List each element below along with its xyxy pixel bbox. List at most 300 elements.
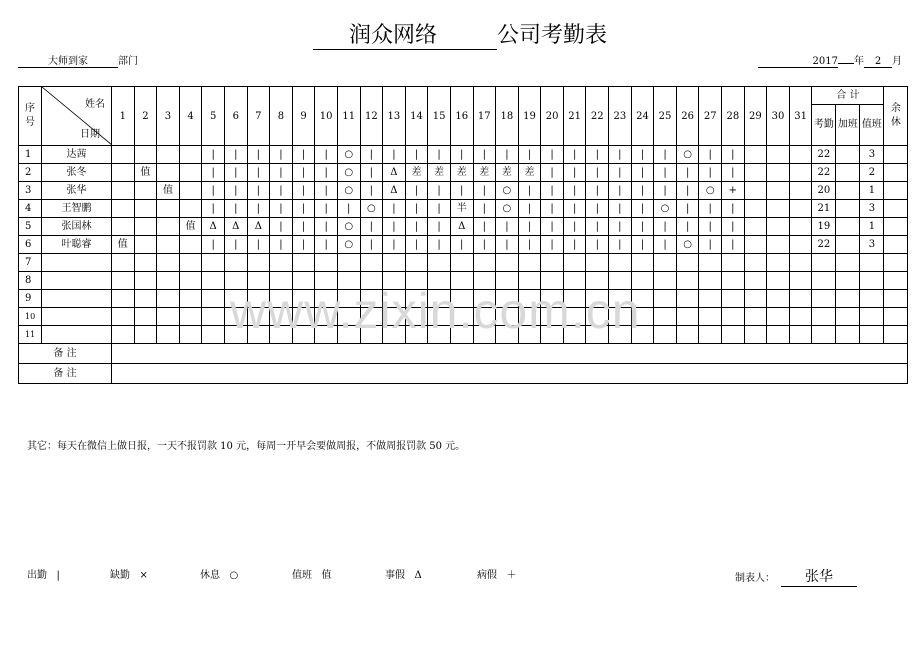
day-cell: |: [676, 218, 699, 236]
rest-cell: [884, 290, 908, 308]
day-cell: |: [631, 182, 654, 200]
day-cell: [767, 236, 790, 254]
day-cell: |: [541, 236, 564, 254]
day-header: 20: [541, 87, 564, 146]
day-header: 27: [699, 87, 722, 146]
table-row: [19, 236, 908, 254]
day-header: 13: [383, 87, 406, 146]
day-cell: [360, 254, 383, 272]
day-cell: 值: [179, 218, 202, 236]
employee-name: 张华: [42, 182, 112, 200]
day-cell: ○: [676, 146, 699, 164]
attend-total: 21: [812, 200, 836, 218]
day-cell: [112, 290, 135, 308]
day-cell: |: [270, 200, 293, 218]
day-cell: |: [292, 236, 315, 254]
legend-item: [385, 566, 422, 581]
day-cell: ○: [337, 218, 360, 236]
day-cell: ○: [337, 164, 360, 182]
day-cell: |: [676, 200, 699, 218]
day-cell: [157, 200, 180, 218]
day-cell: |: [315, 164, 338, 182]
day-cell: |: [428, 200, 451, 218]
day-cell: [699, 290, 722, 308]
day-cell: [224, 254, 247, 272]
legend-label: 事假: [385, 570, 405, 581]
day-cell: |: [563, 218, 586, 236]
day-cell: [744, 326, 767, 344]
day-cell: |: [360, 182, 383, 200]
day-cell: 差: [405, 164, 428, 182]
day-cell: [744, 164, 767, 182]
day-cell: [676, 254, 699, 272]
day-cell: [654, 326, 677, 344]
remarks-label: 备 注: [19, 364, 112, 384]
remarks-content: [112, 344, 908, 364]
day-cell: |: [563, 164, 586, 182]
day-cell: [202, 272, 225, 290]
day-cell: |: [699, 146, 722, 164]
day-cell: |: [654, 182, 677, 200]
day-cell: |: [699, 236, 722, 254]
day-cell: 差: [473, 164, 496, 182]
attend-total: 19: [812, 218, 836, 236]
day-cell: [157, 290, 180, 308]
day-cell: [563, 254, 586, 272]
overtime-total: [836, 164, 860, 182]
day-cell: ○: [654, 200, 677, 218]
day-cell: [112, 164, 135, 182]
day-cell: |: [292, 146, 315, 164]
legend-label: 出勤: [27, 570, 47, 581]
employee-name: [42, 272, 112, 290]
day-header: 26: [676, 87, 699, 146]
day-cell: [789, 182, 812, 200]
day-cell: [112, 254, 135, 272]
legend-label: 值班: [292, 570, 312, 581]
day-cell: [112, 182, 135, 200]
day-cell: [699, 326, 722, 344]
day-cell: |: [247, 182, 270, 200]
day-header: 1: [112, 87, 135, 146]
day-cell: |: [473, 218, 496, 236]
day-cell: |: [405, 146, 428, 164]
day-cell: |: [518, 200, 541, 218]
day-cell: [112, 146, 135, 164]
employee-name: 张冬: [42, 164, 112, 182]
day-cell: ○: [676, 236, 699, 254]
day-cell: [157, 218, 180, 236]
day-header: 18: [496, 87, 519, 146]
day-cell: |: [518, 182, 541, 200]
duty-total: 3: [860, 236, 884, 254]
employee-name: 达茜: [42, 146, 112, 164]
day-header: 4: [179, 87, 202, 146]
year-underline: [838, 63, 854, 64]
day-cell: [744, 272, 767, 290]
day-header: 3: [157, 87, 180, 146]
day-cell: [676, 272, 699, 290]
day-cell: |: [586, 218, 609, 236]
department-label: 部门: [118, 56, 138, 67]
day-cell: |: [360, 164, 383, 182]
day-cell: [789, 218, 812, 236]
day-cell: [609, 254, 632, 272]
day-cell: |: [586, 164, 609, 182]
attend-total: [812, 272, 836, 290]
day-cell: [767, 200, 790, 218]
day-cell: [179, 290, 202, 308]
day-cell: [518, 254, 541, 272]
day-cell: |: [270, 236, 293, 254]
day-cell: |: [676, 182, 699, 200]
day-cell: |: [586, 146, 609, 164]
day-cell: |: [563, 182, 586, 200]
day-cell: [157, 146, 180, 164]
day-header: 21: [563, 87, 586, 146]
day-header: 6: [224, 87, 247, 146]
day-cell: 值: [112, 236, 135, 254]
day-cell: [699, 254, 722, 272]
diagonal-line: [42, 87, 112, 145]
day-cell: |: [722, 200, 745, 218]
day-cell: |: [609, 146, 632, 164]
year-value: 2017: [758, 56, 838, 68]
day-cell: |: [496, 218, 519, 236]
day-cell: [292, 254, 315, 272]
day-cell: 差: [428, 164, 451, 182]
day-cell: [202, 254, 225, 272]
day-cell: [179, 236, 202, 254]
legend-item: [477, 566, 517, 581]
day-cell: [383, 254, 406, 272]
day-header: 7: [247, 87, 270, 146]
subtotal-header: 考勤: [812, 105, 836, 146]
day-cell: [315, 254, 338, 272]
rest-cell: [884, 272, 908, 290]
day-cell: |: [270, 182, 293, 200]
table-maker: [735, 566, 857, 587]
day-cell: |: [631, 236, 654, 254]
table-row: [19, 146, 908, 164]
day-cell: [179, 200, 202, 218]
day-cell: 差: [518, 164, 541, 182]
table-row: [19, 164, 908, 182]
day-header: 14: [405, 87, 428, 146]
day-cell: [654, 272, 677, 290]
overtime-total: [836, 218, 860, 236]
day-header: 8: [270, 87, 293, 146]
day-cell: [134, 146, 157, 164]
day-header: 25: [654, 87, 677, 146]
day-header: 22: [586, 87, 609, 146]
day-cell: [767, 290, 790, 308]
day-cell: [157, 236, 180, 254]
attend-total: 22: [812, 236, 836, 254]
day-cell: [270, 254, 293, 272]
employee-name: 王智鹏: [42, 200, 112, 218]
day-header: 30: [767, 87, 790, 146]
day-cell: Δ: [383, 182, 406, 200]
day-cell: ○: [337, 146, 360, 164]
maker-label: 制表人：: [735, 573, 775, 584]
day-cell: |: [496, 236, 519, 254]
rest-label: 余休: [890, 102, 901, 128]
day-cell: [179, 326, 202, 344]
day-header: 24: [631, 87, 654, 146]
day-cell: [586, 254, 609, 272]
overtime-total: [836, 146, 860, 164]
attend-total: 20: [812, 182, 836, 200]
day-cell: |: [699, 200, 722, 218]
day-cell: [112, 200, 135, 218]
day-cell: [654, 254, 677, 272]
duty-total: 2: [860, 164, 884, 182]
day-cell: |: [473, 146, 496, 164]
day-cell: [789, 308, 812, 326]
day-cell: |: [247, 236, 270, 254]
day-cell: [744, 290, 767, 308]
day-cell: [767, 326, 790, 344]
legend-symbol: ×: [139, 570, 148, 581]
day-cell: |: [224, 164, 247, 182]
rest-cell: [884, 164, 908, 182]
day-cell: |: [247, 146, 270, 164]
day-cell: [157, 272, 180, 290]
day-cell: |: [224, 182, 247, 200]
day-cell: |: [247, 200, 270, 218]
rest-cell: [884, 146, 908, 164]
day-header: 9: [292, 87, 315, 146]
rest-header: [884, 87, 908, 146]
duty-total: [860, 290, 884, 308]
day-cell: [405, 254, 428, 272]
day-cell: [767, 272, 790, 290]
day-cell: [744, 236, 767, 254]
legend-item: [200, 566, 238, 581]
day-cell: [179, 182, 202, 200]
employee-name: [42, 326, 112, 344]
day-cell: |: [586, 236, 609, 254]
day-cell: |: [473, 236, 496, 254]
day-cell: |: [270, 218, 293, 236]
day-header: 29: [744, 87, 767, 146]
day-cell: [134, 200, 157, 218]
day-cell: [767, 218, 790, 236]
company-name: 润众网络: [313, 18, 467, 50]
day-cell: [473, 254, 496, 272]
remarks-label: 备 注: [19, 344, 112, 364]
day-cell: |: [631, 218, 654, 236]
day-cell: [428, 254, 451, 272]
day-cell: |: [202, 146, 225, 164]
day-cell: [789, 146, 812, 164]
day-cell: [722, 290, 745, 308]
day-cell: [179, 308, 202, 326]
rest-cell: [884, 218, 908, 236]
duty-total: 1: [860, 182, 884, 200]
day-cell: |: [405, 200, 428, 218]
day-header: 28: [722, 87, 745, 146]
overtime-total: [836, 236, 860, 254]
day-cell: [744, 254, 767, 272]
title-suffix: 公司考勤表: [497, 23, 608, 48]
col-date-header: 日期: [80, 129, 100, 140]
day-cell: [179, 146, 202, 164]
day-cell: |: [722, 146, 745, 164]
day-cell: |: [676, 164, 699, 182]
date-line: [758, 52, 902, 68]
duty-total: 3: [860, 146, 884, 164]
day-cell: [134, 326, 157, 344]
day-cell: [767, 146, 790, 164]
day-cell: [134, 182, 157, 200]
row-seq: 3: [19, 182, 42, 200]
day-cell: |: [247, 164, 270, 182]
day-cell: [450, 254, 473, 272]
day-cell: |: [270, 146, 293, 164]
attend-total: [812, 290, 836, 308]
day-cell: [744, 218, 767, 236]
remarks-row: [19, 344, 908, 364]
employee-name: [42, 290, 112, 308]
day-cell: 值: [134, 164, 157, 182]
day-cell: [767, 182, 790, 200]
day-cell: +: [722, 182, 745, 200]
day-cell: [134, 218, 157, 236]
day-cell: [157, 308, 180, 326]
day-cell: |: [270, 164, 293, 182]
employee-name: 叶聪睿: [42, 236, 112, 254]
duty-total: [860, 308, 884, 326]
total-header: 合 计: [812, 87, 884, 105]
day-cell: [112, 326, 135, 344]
day-cell: |: [518, 146, 541, 164]
legend-symbol: Δ: [414, 570, 422, 581]
rest-cell: [884, 308, 908, 326]
day-cell: [744, 182, 767, 200]
overtime-total: [836, 200, 860, 218]
attend-total: [812, 326, 836, 344]
legend-symbol: |: [56, 570, 60, 581]
day-header: 2: [134, 87, 157, 146]
day-cell: |: [315, 182, 338, 200]
day-cell: |: [428, 146, 451, 164]
table-row: [19, 182, 908, 200]
day-cell: |: [405, 182, 428, 200]
day-cell: |: [541, 182, 564, 200]
day-cell: [722, 254, 745, 272]
day-cell: [722, 326, 745, 344]
other-notes: 其它：每天在微信上做日报，一天不报罚款 10 元，每周一开早会要做周报，不做周报罚款 50 元。: [27, 441, 466, 452]
day-cell: |: [224, 200, 247, 218]
day-cell: |: [586, 200, 609, 218]
day-cell: |: [292, 164, 315, 182]
day-cell: |: [292, 182, 315, 200]
day-cell: |: [202, 182, 225, 200]
month-value: 2: [864, 56, 892, 68]
overtime-total: [836, 308, 860, 326]
rest-cell: [884, 236, 908, 254]
attend-total: [812, 254, 836, 272]
day-cell: [676, 308, 699, 326]
day-cell: [202, 308, 225, 326]
employee-name: [42, 308, 112, 326]
day-cell: |: [699, 164, 722, 182]
day-cell: [789, 290, 812, 308]
watermark: www.zixin.com.cn: [230, 283, 641, 339]
department-name: 大师到家: [18, 52, 118, 68]
legend-symbol: ＋: [506, 570, 517, 581]
day-cell: |: [224, 236, 247, 254]
day-cell: [134, 236, 157, 254]
day-cell: |: [541, 200, 564, 218]
duty-total: [860, 272, 884, 290]
day-cell: |: [654, 236, 677, 254]
day-cell: |: [360, 146, 383, 164]
day-cell: |: [202, 200, 225, 218]
day-cell: ○: [360, 200, 383, 218]
company-underline: [467, 23, 497, 50]
day-cell: |: [541, 164, 564, 182]
day-cell: |: [699, 218, 722, 236]
day-cell: |: [202, 236, 225, 254]
day-cell: [134, 308, 157, 326]
day-cell: [722, 272, 745, 290]
day-cell: [247, 254, 270, 272]
department-line: [18, 52, 138, 68]
page-title: [0, 18, 920, 50]
day-cell: |: [722, 236, 745, 254]
duty-total: 3: [860, 200, 884, 218]
day-cell: |: [609, 200, 632, 218]
day-cell: |: [541, 146, 564, 164]
day-cell: [654, 308, 677, 326]
day-cell: [744, 308, 767, 326]
day-cell: |: [450, 146, 473, 164]
attend-total: 22: [812, 164, 836, 182]
day-cell: |: [631, 146, 654, 164]
day-cell: |: [473, 182, 496, 200]
day-cell: |: [360, 218, 383, 236]
day-cell: [112, 308, 135, 326]
legend-item: [292, 566, 332, 581]
day-cell: Δ: [450, 218, 473, 236]
year-label: 年: [854, 56, 864, 67]
day-cell: [157, 164, 180, 182]
day-cell: 差: [450, 164, 473, 182]
subtotal-header: 加班: [836, 105, 860, 146]
day-cell: [789, 236, 812, 254]
day-cell: [722, 308, 745, 326]
day-cell: [337, 254, 360, 272]
day-cell: [789, 164, 812, 182]
day-cell: [744, 200, 767, 218]
row-seq: 10: [19, 308, 42, 326]
header-row: [19, 87, 908, 105]
day-cell: ○: [496, 182, 519, 200]
day-cell: [789, 326, 812, 344]
day-cell: |: [609, 236, 632, 254]
overtime-total: [836, 290, 860, 308]
rest-cell: [884, 326, 908, 344]
day-cell: [789, 200, 812, 218]
day-cell: [767, 308, 790, 326]
day-cell: |: [383, 236, 406, 254]
day-cell: [134, 254, 157, 272]
table-row: [19, 218, 908, 236]
legend-symbol: ○: [229, 570, 239, 581]
